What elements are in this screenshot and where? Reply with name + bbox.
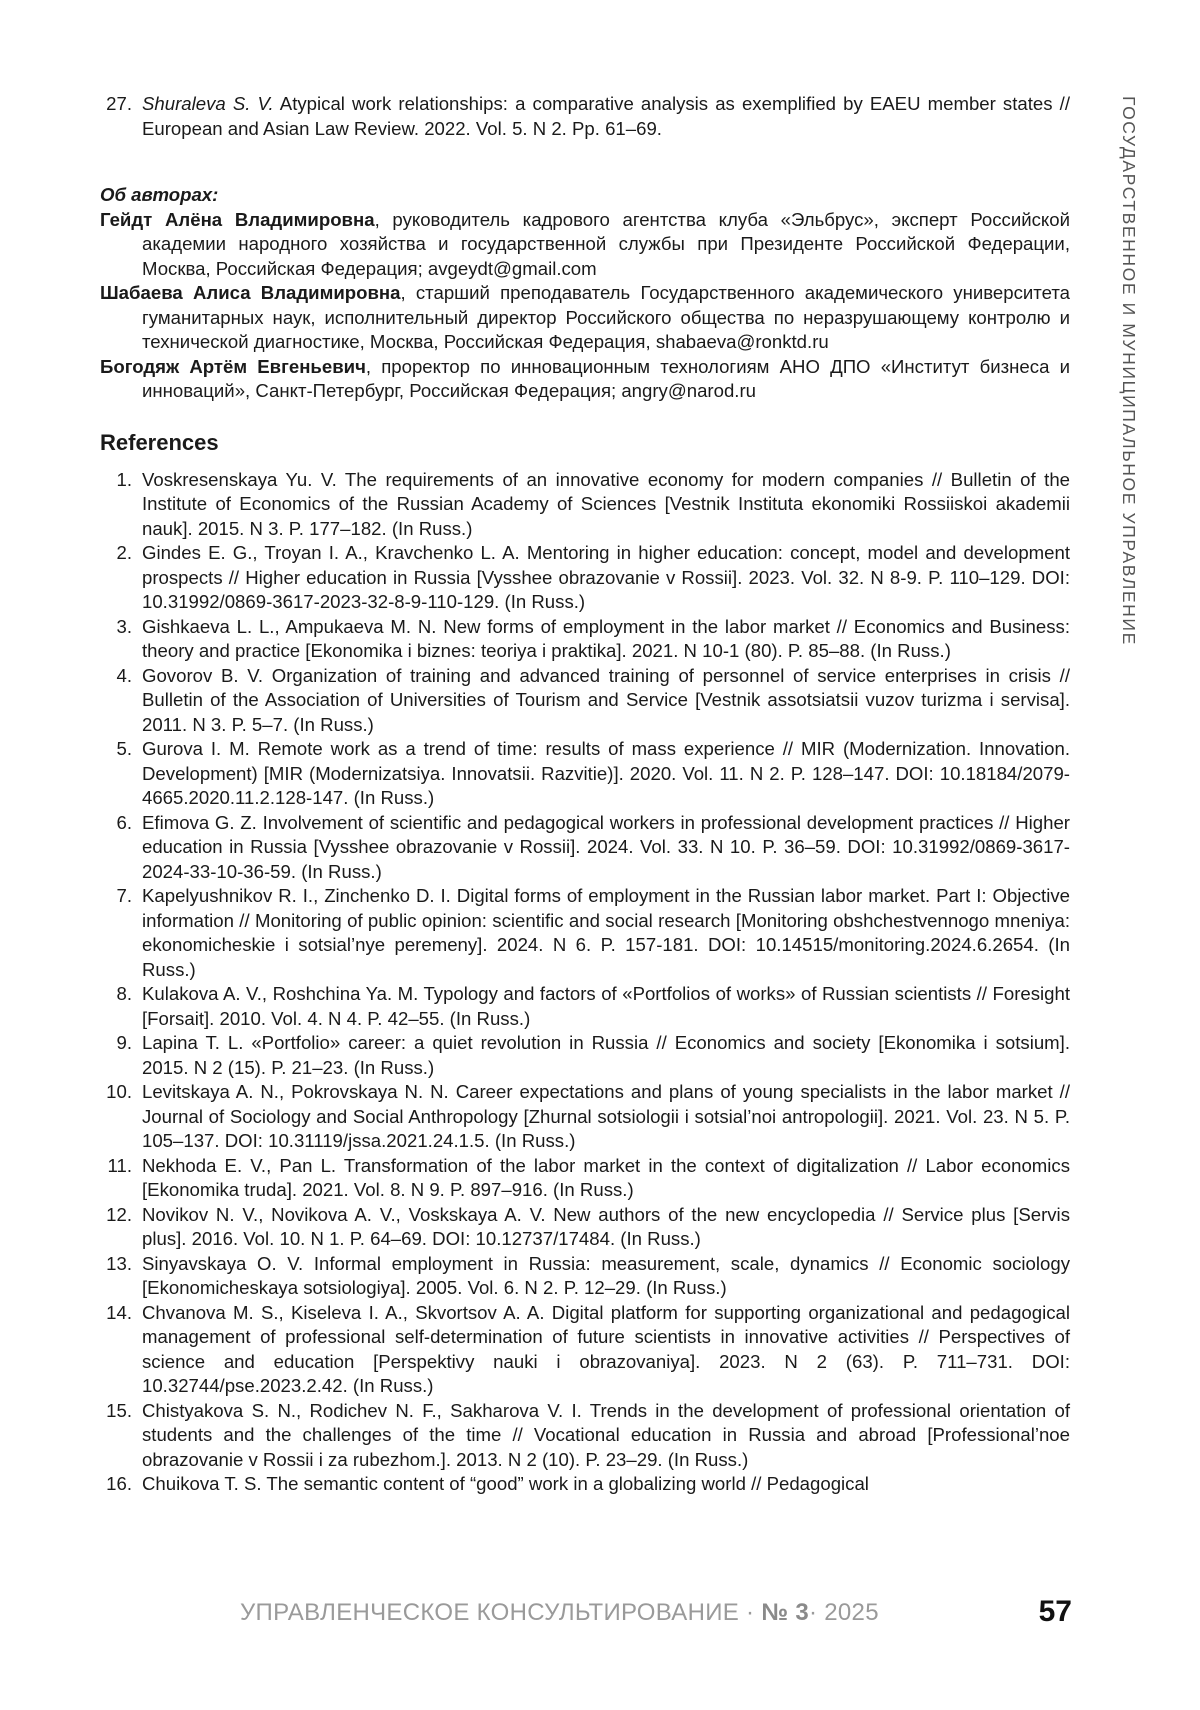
reference-text: Kapelyushnikov R. I., Zinchenko D. I. Digital forms of employment in the Russian labor market. Part I: Objective information // Monitoring of public opinion: scientific and social research [Monitoring obshchestvennogo mneniya: ekonomicheskie i sotsial’nye peremeny]. 2024. N 6. P. 157-181. DOI: 10.14515/monitoring.2024.6.2654. (In Russ.) xyxy=(142,885,1070,980)
reference-number: 1. xyxy=(116,468,132,490)
reference-item xyxy=(100,92,1070,141)
reference-number: 8. xyxy=(116,983,132,1004)
references-title: References xyxy=(100,429,219,455)
reference-item xyxy=(100,1080,1070,1154)
reference-number: 6. xyxy=(116,811,132,833)
top-reference-list xyxy=(100,92,1070,141)
reference-item xyxy=(100,468,1070,542)
reference-number: 11. xyxy=(107,1154,132,1176)
reference-number: 7. xyxy=(116,885,132,906)
reference-item xyxy=(100,541,1070,615)
reference-item xyxy=(100,1472,1070,1497)
reference-item xyxy=(100,1399,1070,1473)
issue-number: № 3 xyxy=(761,1599,809,1626)
reference-text: Govorov B. V. Organization of training and advanced training of personnel of service enterprises in crisis // Bulletin of the Association of Universities of Tourism and Service [Vestnik assotsiatsii vuzov turizma i servisa]. 2011. N 3. P. 5–7. (In Russ.) xyxy=(142,664,1070,735)
reference-item xyxy=(100,1031,1070,1080)
reference-text: Nekhoda E. V., Pan L. Transformation of the labor market in the context of digitalization // Labor economics [Ekonomika truda]. 2021. Vol. 8. N 9. P. 897–916. (In Russ.) xyxy=(142,1154,1070,1200)
reference-item xyxy=(100,1154,1070,1203)
reference-text: Novikov N. V., Novikova A. V., Voskskaya A. V. New authors of the new encyclopedia // Service plus [Servis plus]. 2016. Vol. 10. N 1. P. 64–69. DOI: 10.12737/17484. (In Russ.) xyxy=(142,1203,1070,1249)
author-name: Гейдт Алёна Владимировна xyxy=(100,208,375,230)
reference-text: Chuikova T. S. The semantic content of “good” work in a globalizing world // Pedagogical xyxy=(142,1473,869,1494)
author-entry xyxy=(100,208,1070,282)
reference-item xyxy=(100,1301,1070,1399)
reference-text: Gurova I. M. Remote work as a trend of time: results of mass experience // MIR (Modernization. Innovation. Development) [MIR (Modernizatsiya. Innovatsii. Razvitie)]. 2020. Vol. 11. N 2. P. 128–147. DOI: 10.18184/2079-4665.2020.11.2.128-147. (In Russ.) xyxy=(142,738,1070,808)
reference-number: 5. xyxy=(116,738,132,759)
about-authors-title: Об авторах: xyxy=(100,184,219,205)
reference-number: 10. xyxy=(106,1081,132,1102)
reference-number: 15. xyxy=(106,1399,132,1421)
reference-text: Efimova G. Z. Involvement of scientific and pedagogical workers in professional development practices // Higher education in Russia [Vysshee obrazovanie v Rossii]. 2024. Vol. 33. N 10. P. 36–59. DOI: 10.31992/0869-3617-2024-33-10-36-59. (In Russ.) xyxy=(142,811,1070,882)
author-details: , проректор по инновационным технологиям АНО ДПО «Институт бизнеса и инноваций», Санкт-Петербург, Российская Федерация; angry@narod.ru xyxy=(142,355,1070,401)
reference-number: 16. xyxy=(106,1473,132,1494)
reference-item xyxy=(100,1203,1070,1252)
journal-title: УПРАВЛЕНЧЕСКОЕ КОНСУЛЬТИРОВАНИЕ · № 3· 2025 xyxy=(240,1599,879,1626)
reference-item xyxy=(100,811,1070,885)
reference-number: 12. xyxy=(106,1203,132,1225)
reference-text: Chistyakova S. N., Rodichev N. F., Sakharova V. I. Trends in the development of professional orientation of students and the challenges of the time // Vocational education in Russia and abroad [Professional’noe obrazovanie v Rossii i za rubezhom.]. 2013. N 2 (10). P. 23–29. (In Russ.) xyxy=(142,1399,1070,1470)
reference-text: Voskresenskaya Yu. V. The requirements of an innovative economy for modern companies // Bulletin of the Institute of Economics of the Russian Academy of Sciences [Vestnik Instituta ekonomiki Rossiiskoi akademii nauk]. 2015. N 3. P. 177–182. (In Russ.) xyxy=(142,468,1070,539)
reference-author: Shuraleva S. V. xyxy=(142,93,274,114)
author-entry xyxy=(100,281,1070,355)
page-number: 57 xyxy=(1038,1595,1072,1628)
reference-text: Gishkaeva L. L., Ampukaeva M. N. New forms of employment in the labor market // Economics and Business: theory and practice [Ekonomika i biznes: teoriya i praktika]. 2021. N 10-1 (80). P. 85–88. (In Russ.) xyxy=(142,615,1070,661)
issue-year: 2025 xyxy=(824,1599,879,1626)
reference-text: Levitskaya A. N., Pokrovskaya N. N. Career expectations and plans of young specialists in the labor market // Journal of Sociology and Social Anthropology [Zhurnal sotsiologii i sotsial’noi antropologii]. 2021. Vol. 23. N 5. P. 105–137. DOI: 10.31119/jssa.2021.24.1.5. (In Russ.) xyxy=(142,1081,1070,1151)
reference-item xyxy=(100,982,1070,1031)
reference-item xyxy=(100,664,1070,738)
reference-number: 9. xyxy=(116,1032,132,1053)
author-entry xyxy=(100,355,1070,404)
reference-number: 4. xyxy=(116,664,132,686)
reference-text: Atypical work relationships: a comparative analysis as exemplified by EAEU member states // European and Asian Law Review. 2022. Vol. 5. N 2. Pp. 61–69. xyxy=(142,93,1070,139)
reference-text: Gindes E. G., Troyan I. A., Kravchenko L. A. Mentoring in higher education: concept, model and development prospects // Higher education in Russia [Vysshee obrazovanie v Rossii]. 2023. Vol. 32. N 8-9. P. 110–129. DOI: 10.31992/0869-3617-2023-32-8-9-110-129. (In Russ.) xyxy=(142,542,1070,612)
reference-item xyxy=(100,1252,1070,1301)
reference-number: 13. xyxy=(106,1252,132,1274)
reference-text: Kulakova A. V., Roshchina Ya. M. Typology and factors of «Portfolios of works» of Russian scientists // Foresight [Forsait]. 2010. Vol. 4. N 4. P. 42–55. (In Russ.) xyxy=(142,983,1070,1029)
reference-item xyxy=(100,615,1070,664)
reference-number: 3. xyxy=(116,615,132,637)
reference-text: Sinyavskaya O. V. Informal employment in Russia: measurement, scale, dynamics // Economic sociology [Ekonomicheskaya sotsiologiya]. 2005. Vol. 6. N 2. P. 12–29. (In Russ.) xyxy=(142,1252,1070,1298)
author-details: , старший преподаватель Государственного академического университета гуманитарных наук, исполнительный директор Российского общества по неразрушающему контролю и технической диагностике, Москва, Российская Федерация, shabaeva@ronktd.ru xyxy=(142,282,1070,352)
authors-list xyxy=(100,208,1070,404)
reference-text: Lapina T. L. «Portfolio» career: a quiet revolution in Russia // Economics and society [Ekonomika i sotsium]. 2015. N 2 (15). P. 21–23. (In Russ.) xyxy=(142,1032,1070,1078)
page-footer xyxy=(0,1595,1200,1635)
reference-item xyxy=(100,737,1070,811)
reference-text: Chvanova M. S., Kiseleva I. A., Skvortsov A. A. Digital platform for supporting organizational and pedagogical management of professional self-determination of future scientists in innovative activities // Perspectives of science and education [Perspektivy nauki i obrazovaniya]. 2023. N 2 (63). P. 711–731. DOI: 10.32744/pse.2023.2.42. (In Russ.) xyxy=(142,1301,1070,1396)
author-name: Шабаева Алиса Владимировна xyxy=(100,282,401,303)
section-title-vertical: ГОСУДАРСТВЕННОЕ И МУНИЦИПАЛЬНОЕ УПРАВЛЕНИЕ xyxy=(1119,96,1139,646)
author-details: , руководитель кадрового агентства клуба «Эльбрус», эксперт Российской академии народного хозяйства и государственной службы при Президенте Российской Федерации, Москва, Российская Федерация; avgeydt@gmail.com xyxy=(142,208,1070,279)
reference-item xyxy=(100,884,1070,982)
reference-number: 27. xyxy=(106,93,132,114)
reference-number: 14. xyxy=(106,1301,132,1323)
author-name: Богодяж Артём Евгеньевич xyxy=(100,355,366,377)
reference-number: 2. xyxy=(116,542,132,563)
references-list xyxy=(100,468,1070,1497)
page-content xyxy=(100,92,1070,1497)
